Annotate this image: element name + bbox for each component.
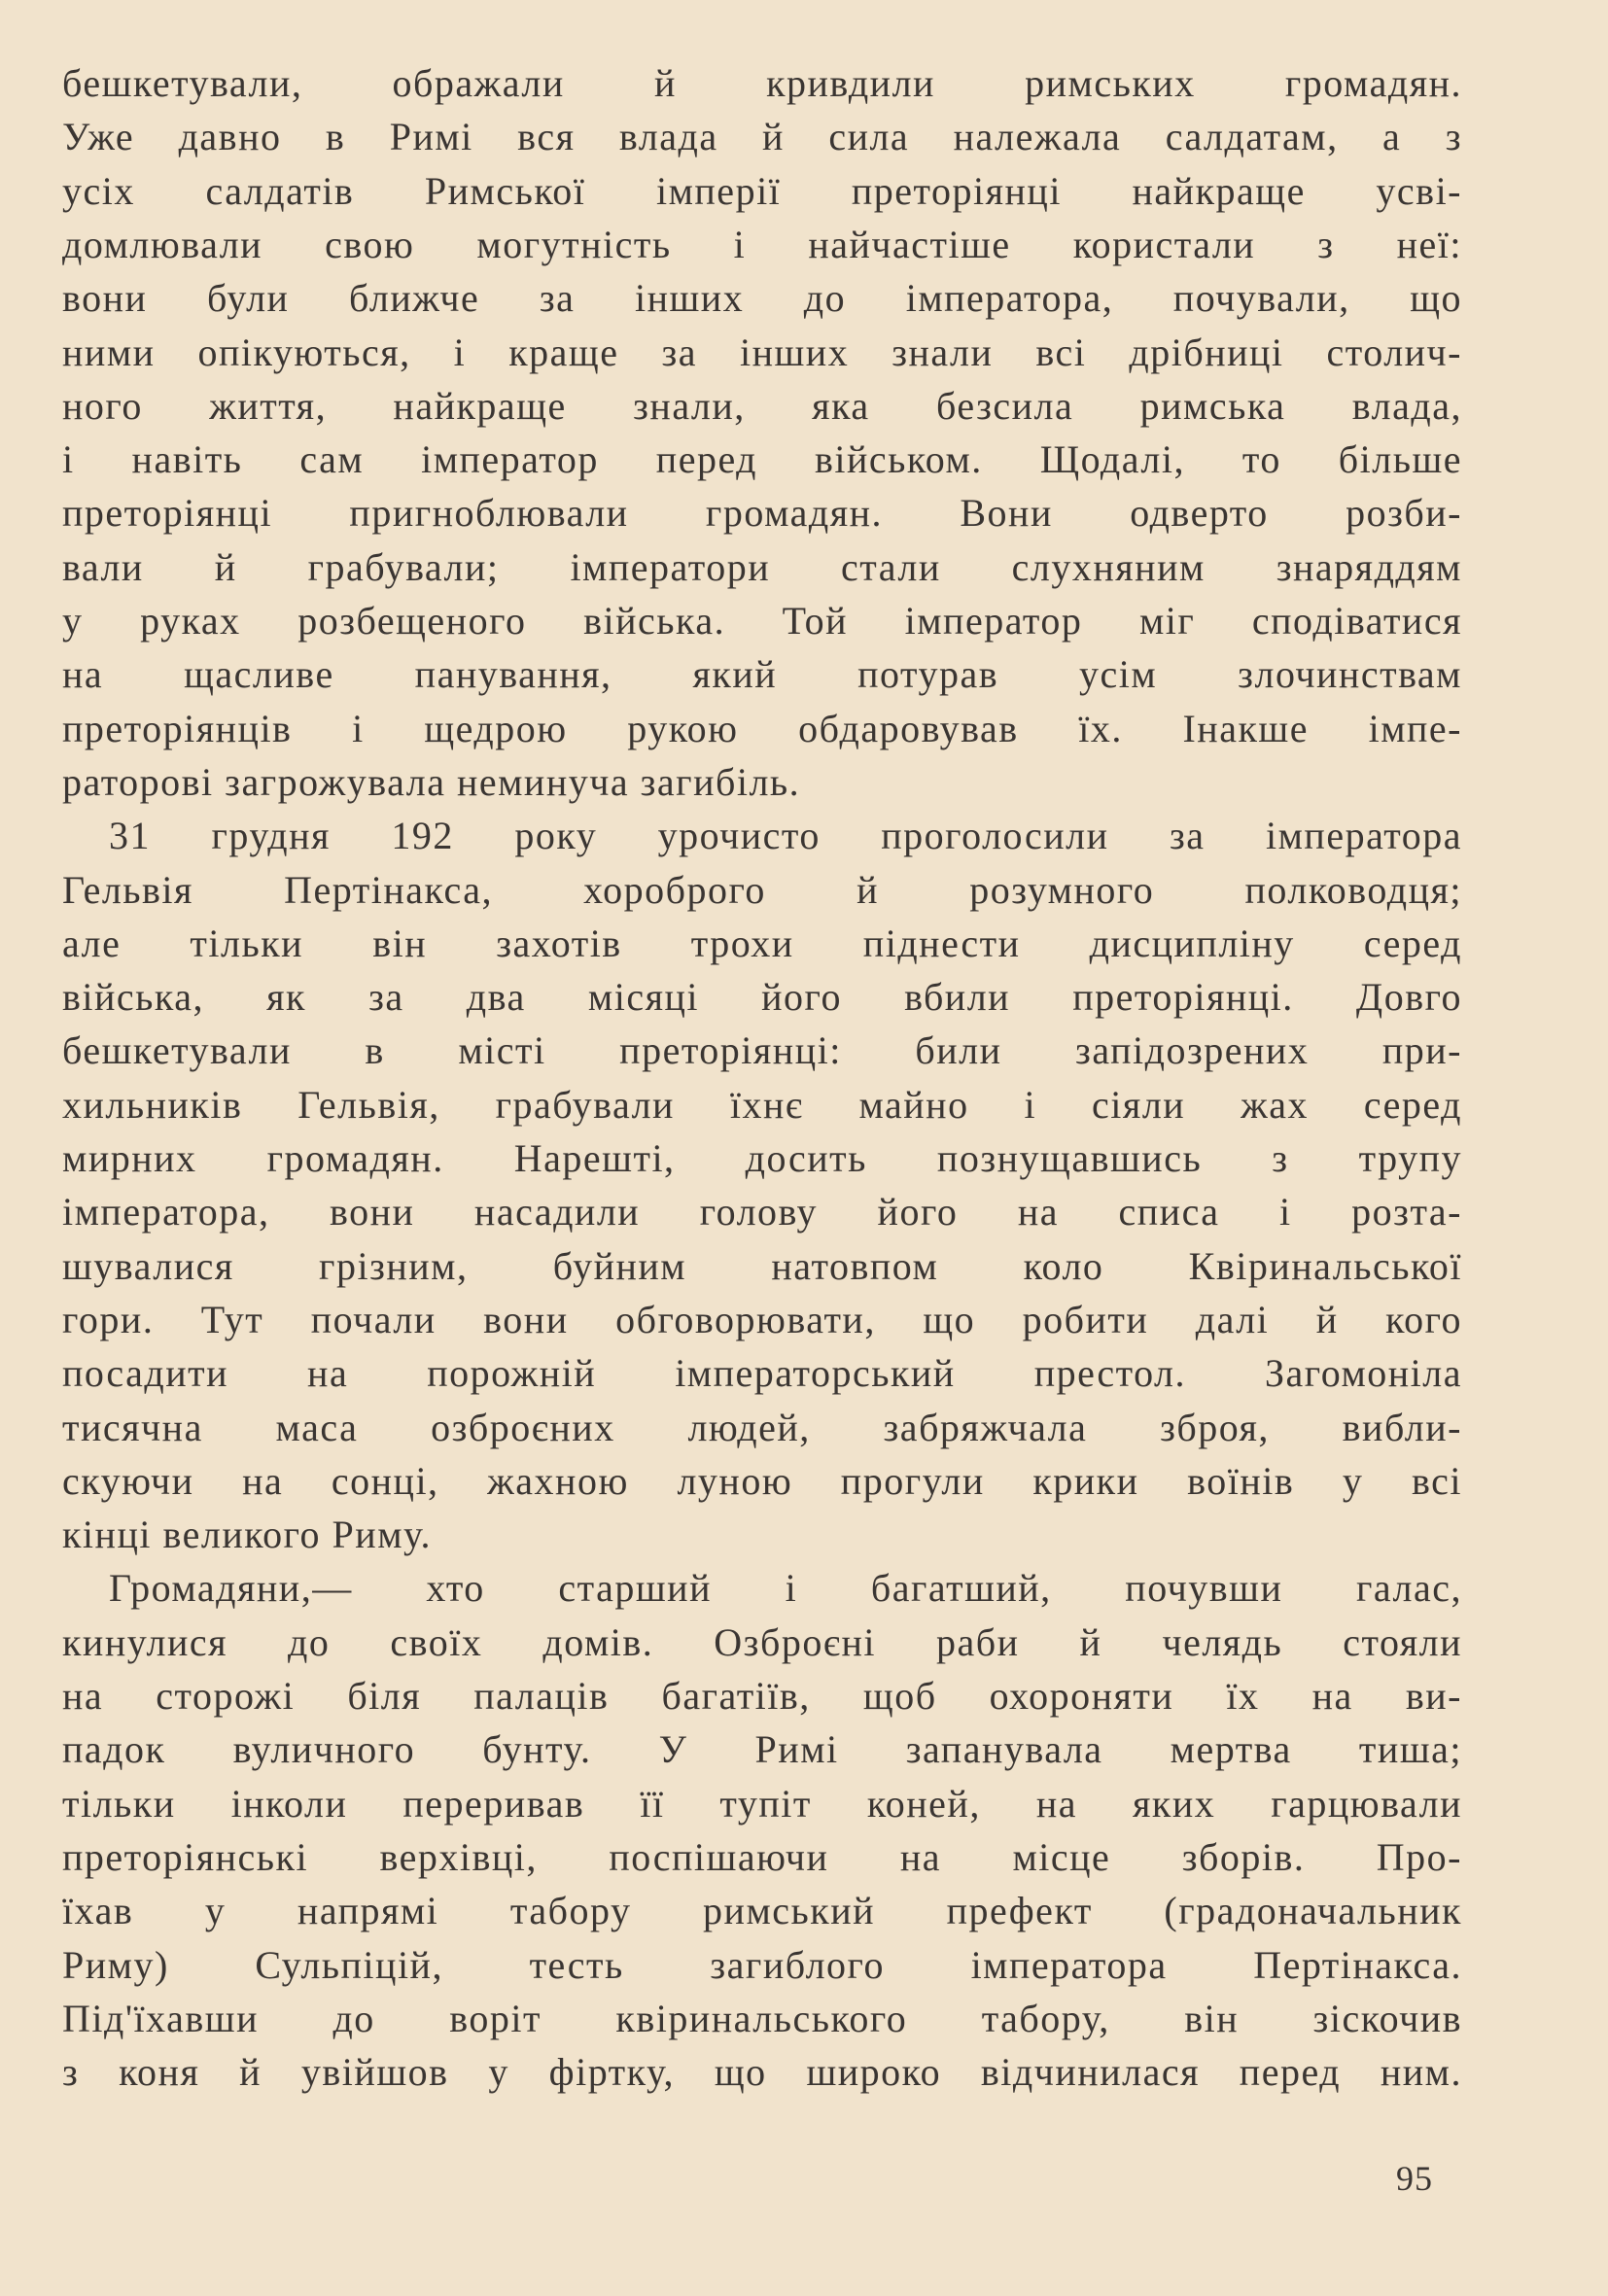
text-line: тільки інколи переривав її тупіт коней, на яких гарцювали — [62, 1782, 1462, 1826]
text-line: Гельвія Пертінакса, хороброго й розумного полководця; — [62, 868, 1462, 912]
text-line: скуючи на сонці, жахною луною прогули крики воїнів у всі — [62, 1459, 1462, 1503]
text-line: їхав у напрямі табору римський префект (градоначальник — [62, 1889, 1462, 1932]
text-line: падок вуличного бунту. У Римі запанувала мертва тиша; — [62, 1727, 1462, 1771]
text-line: мирних громадян. Нарешті, досить познущавшись з трупу — [62, 1136, 1462, 1180]
text-line: домлювали свою могутність і найчастіше користали з неї: — [62, 223, 1462, 266]
text-line: Під'їхавши до воріт квіринальського табору, він зіскочив — [62, 1997, 1462, 2040]
text-line: вони були ближче за інших до імператора, почували, що — [62, 276, 1462, 320]
text-line: Громадяни,— хто старший і багатший, почувши галас, — [109, 1566, 1462, 1610]
text-line: усіх салдатів Римської імперії преторіянці найкраще усві- — [62, 169, 1462, 213]
text-line: війська, як за два місяці його вбили преторіянці. Довго — [62, 975, 1462, 1019]
text-line: раторові загрожувала неминуча загибіль. — [62, 760, 801, 804]
text-line: кинулися до своїх домів. Озброєні раби й челядь стояли — [62, 1620, 1462, 1664]
text-line: посадити на порожній імператорський престол. Загомоніла — [62, 1351, 1462, 1395]
text-line: 31 грудня 192 року урочисто проголосили за імператора — [109, 814, 1462, 857]
text-line: на сторожі біля палаців багатіїв, щоб охороняти їх на ви- — [62, 1674, 1462, 1718]
text-line: преторіянці пригноблювали громадян. Вони одверто розби- — [62, 491, 1462, 535]
text-line: тисячна маса озброєних людей, забряжчала зброя, вибли- — [62, 1406, 1462, 1449]
text-line: але тільки він захотів трохи піднести дисципліну серед — [62, 922, 1462, 965]
text-line: імператора, вони насадили голову його на списа і розта- — [62, 1190, 1462, 1234]
text-line: Уже давно в Римі вся влада й сила належала салдатам, а з — [62, 115, 1462, 158]
text-line: на щасливе панування, який потурав усім злочинствам — [62, 652, 1462, 696]
text-line: вали й грабували; імператори стали слухняним знаряддям — [62, 545, 1462, 589]
page-number: 95 — [1396, 2159, 1433, 2198]
text-line: преторіянців і щедрою рукою обдаровував їх. Інакше імпе- — [62, 707, 1462, 750]
text-line: шувалися грізним, буйним натовпом коло Квіринальської — [62, 1244, 1462, 1288]
text-line: у руках розбещеного війська. Той імператор міг сподіватися — [62, 599, 1462, 643]
text-line: і навіть сам імператор перед військом. Щодалі, то більше — [62, 437, 1462, 481]
text-line: преторіянські верхівці, поспішаючи на місце зборів. Про- — [62, 1835, 1462, 1879]
text-line: бешкетували, ображали й кривдили римських громадян. — [62, 61, 1462, 105]
text-line: з коня й увійшов у фіртку, що широко відчинилася перед ним. — [62, 2050, 1462, 2094]
text-line: ними опікуються, і краще за інших знали всі дрібниці столич- — [62, 330, 1462, 374]
text-line: кінці великого Риму. — [62, 1513, 433, 1556]
text-line: бешкетували в місті преторіянці: били запідозрених при- — [62, 1028, 1462, 1072]
text-line: хильників Гельвія, грабували їхнє майно і сіяли жах серед — [62, 1083, 1462, 1127]
text-line: ного життя, найкраще знали, яка безсила римська влада, — [62, 384, 1462, 428]
text-line: гори. Тут почали вони обговорювати, що робити далі й кого — [62, 1298, 1462, 1341]
text-line: Риму) Сульпіцій, тесть загиблого імператора Пертінакса. — [62, 1943, 1462, 1987]
